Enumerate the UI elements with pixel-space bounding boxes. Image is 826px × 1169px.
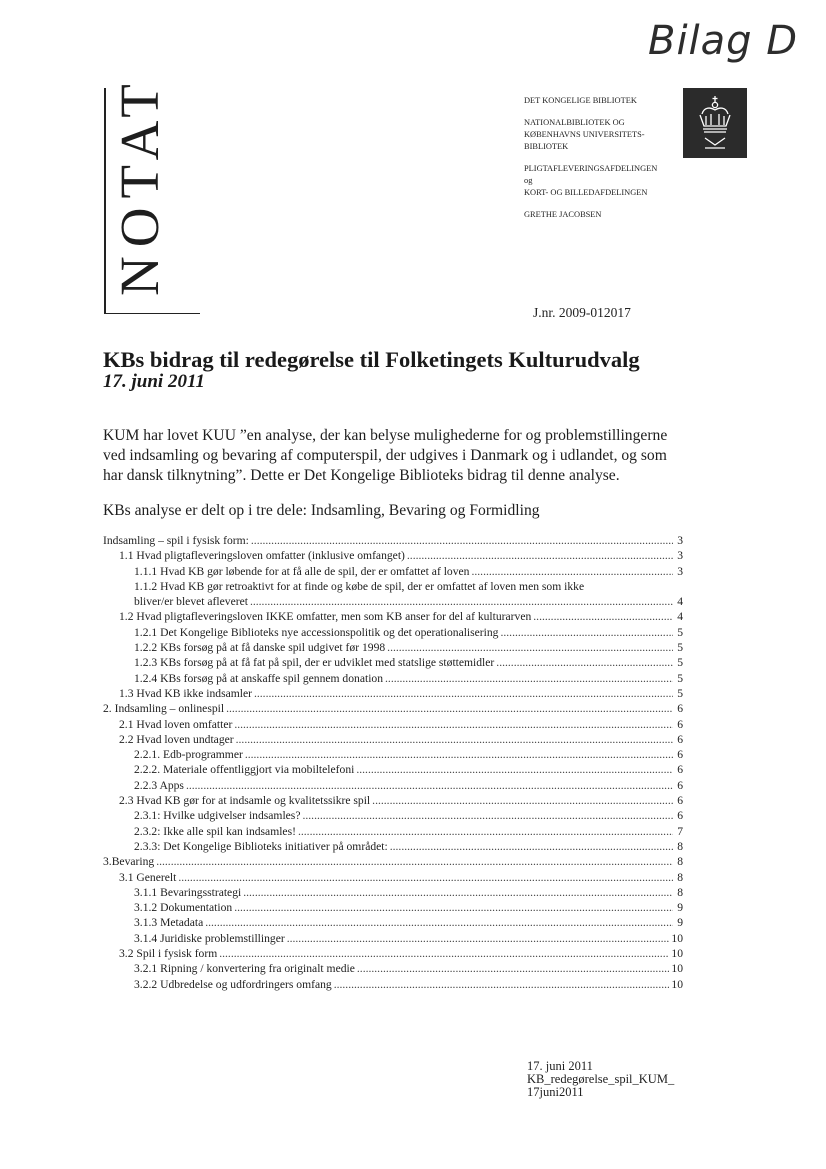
toc-entry[interactable]: 2. Indsamling – onlinespil ..... 6 [103, 701, 683, 716]
footer-filename-2: 17juni2011 [527, 1085, 584, 1099]
toc-entry[interactable]: 1.1 Hvad pligtafleveringsloven omfatter (inklusive omfanget) ..... 3 [103, 548, 683, 563]
intro-line-1: KUM har lovet KUU ”en analyse, der kan belyse mulighederne for og problemstillingerne [103, 427, 668, 444]
department-and: og [524, 176, 533, 185]
toc-entry[interactable]: 3.1.3 Metadata ..... 9 [103, 915, 683, 930]
author-name: GRETHE JACOBSEN [524, 210, 602, 219]
toc-entry[interactable]: 3.2 Spil i fysisk form ..... 10 [103, 946, 683, 961]
footer-date: 17. juni 2011 [527, 1059, 593, 1073]
document-title: KBs bidrag til redegørelse til Folketingets Kulturudvalg [103, 347, 640, 372]
institution-sub-1: NATIONALBIBLIOTEK OG [524, 118, 625, 127]
toc-entry[interactable]: 3.1.4 Juridiske problemstillinger ..... 10 [103, 931, 683, 946]
institution-block [524, 95, 684, 221]
toc-entry[interactable]: 3.1 Generelt ..... 8 [103, 870, 683, 885]
notat-vertical-rule [104, 88, 106, 314]
toc-entry[interactable]: 3.Bevaring ..... 8 [103, 854, 683, 869]
toc-entry[interactable]: 3.2.2 Udbredelse og udfordringers omfang ..... 10 [103, 977, 683, 992]
table-of-contents [103, 533, 683, 992]
toc-entry[interactable]: 2.2 Hvad loven undtager ..... 6 [103, 732, 683, 747]
journal-number: J.nr. 2009-012017 [533, 305, 631, 320]
intro-line-2: ved indsamling og bevaring af computerspil, der udgives i Danmark og i udlandet, og som [103, 447, 667, 464]
toc-entry[interactable]: 1.2.3 KBs forsøg på at få fat på spil, der er udviklet med statslige støttemidler ..... 5 [103, 655, 683, 670]
document-footer [527, 1060, 674, 1099]
toc-entry[interactable]: 2.2.1. Edb-programmer ..... 6 [103, 747, 683, 762]
toc-entry[interactable]: 2.2.3 Apps ..... 6 [103, 778, 683, 793]
toc-entry[interactable]: 3.1.2 Dokumentation ..... 9 [103, 900, 683, 915]
document-date: 17. juni 2011 [103, 371, 205, 392]
notat-horizontal-rule [104, 313, 200, 315]
royal-crown-icon [683, 88, 747, 158]
toc-entry[interactable]: 3.2.1 Ripning / konvertering fra originalt medie ..... 10 [103, 961, 683, 976]
toc-entry[interactable]: 1.3 Hvad KB ikke indsamler ..... 5 [103, 686, 683, 701]
toc-entry[interactable]: 2.3.1: Hvilke udgivelser indsamles? ..... 6 [103, 808, 683, 823]
intro-text [103, 426, 683, 521]
institution-name: DET KONGELIGE BIBLIOTEK [524, 96, 637, 105]
notat-label-block [104, 75, 200, 314]
toc-entry[interactable]: 1.2.1 Det Kongelige Biblioteks nye accessionspolitik og det operationalisering ..... 5 [103, 625, 683, 640]
toc-entry[interactable]: 2.3 Hvad KB gør for at indsamle og kvalitetssikre spil ..... 6 [103, 793, 683, 808]
footer-filename-1: KB_redegørelse_spil_KUM_ [527, 1072, 675, 1086]
toc-entry[interactable]: 1.1.1 Hvad KB gør løbende for at få alle de spil, der er omfattet af loven ..... 3 [103, 564, 683, 579]
toc-entry[interactable]: Indsamling – spil i fysisk form: ..... 3 [103, 533, 683, 548]
toc-entry[interactable]: 1.2 Hvad pligtafleveringsloven IKKE omfatter, men som KB anser for del af kulturarven ..... 4 [103, 609, 683, 624]
toc-entry[interactable]: 3.1.1 Bevaringsstrategi ..... 8 [103, 885, 683, 900]
toc-entry[interactable]: 2.2.2. Materiale offentliggjort via mobiltelefoni ..... 6 [103, 762, 683, 777]
toc-entry[interactable]: 1.2.4 KBs forsøg på at anskaffe spil gennem donation ..... 5 [103, 671, 683, 686]
institution-sub-2: KØBENHAVNS UNIVERSITETS- [524, 130, 645, 139]
toc-entry[interactable]: 2.3.3: Det Kongelige Biblioteks initiativer på området: ..... 8 [103, 839, 683, 854]
toc-entry[interactable]: 1.2.2 KBs forsøg på at få danske spil udgivet før 1998 ..... 5 [103, 640, 683, 655]
toc-entry[interactable]: 1.1.2 Hvad KB gør retroaktivt for at finde og købe de spil, der er omfattet af loven men som ikke bliver/er blevet afleveret ..... 4 [103, 579, 683, 610]
department-1: PLIGTAFLEVERINGSAFDELINGEN [524, 164, 658, 173]
intro-line-3: har dansk tilknytning”. Dette er Det Kongelige Biblioteks bidrag til denne analyse. [103, 467, 620, 484]
handwritten-annotation: Bilag D [648, 18, 799, 64]
department-2: KORT- OG BILLEDAFDELINGEN [524, 188, 648, 197]
institution-sub-3: BIBLIOTEK [524, 142, 569, 151]
doc-type-label: NOTAT [109, 75, 170, 296]
toc-entry[interactable]: 2.1 Hvad loven omfatter ..... 6 [103, 717, 683, 732]
toc-entry[interactable]: 2.3.2: Ikke alle spil kan indsamles! ..... 7 [103, 824, 683, 839]
intro-summary: KBs analyse er delt op i tre dele: Indsamling, Bevaring og Formidling [103, 502, 540, 519]
